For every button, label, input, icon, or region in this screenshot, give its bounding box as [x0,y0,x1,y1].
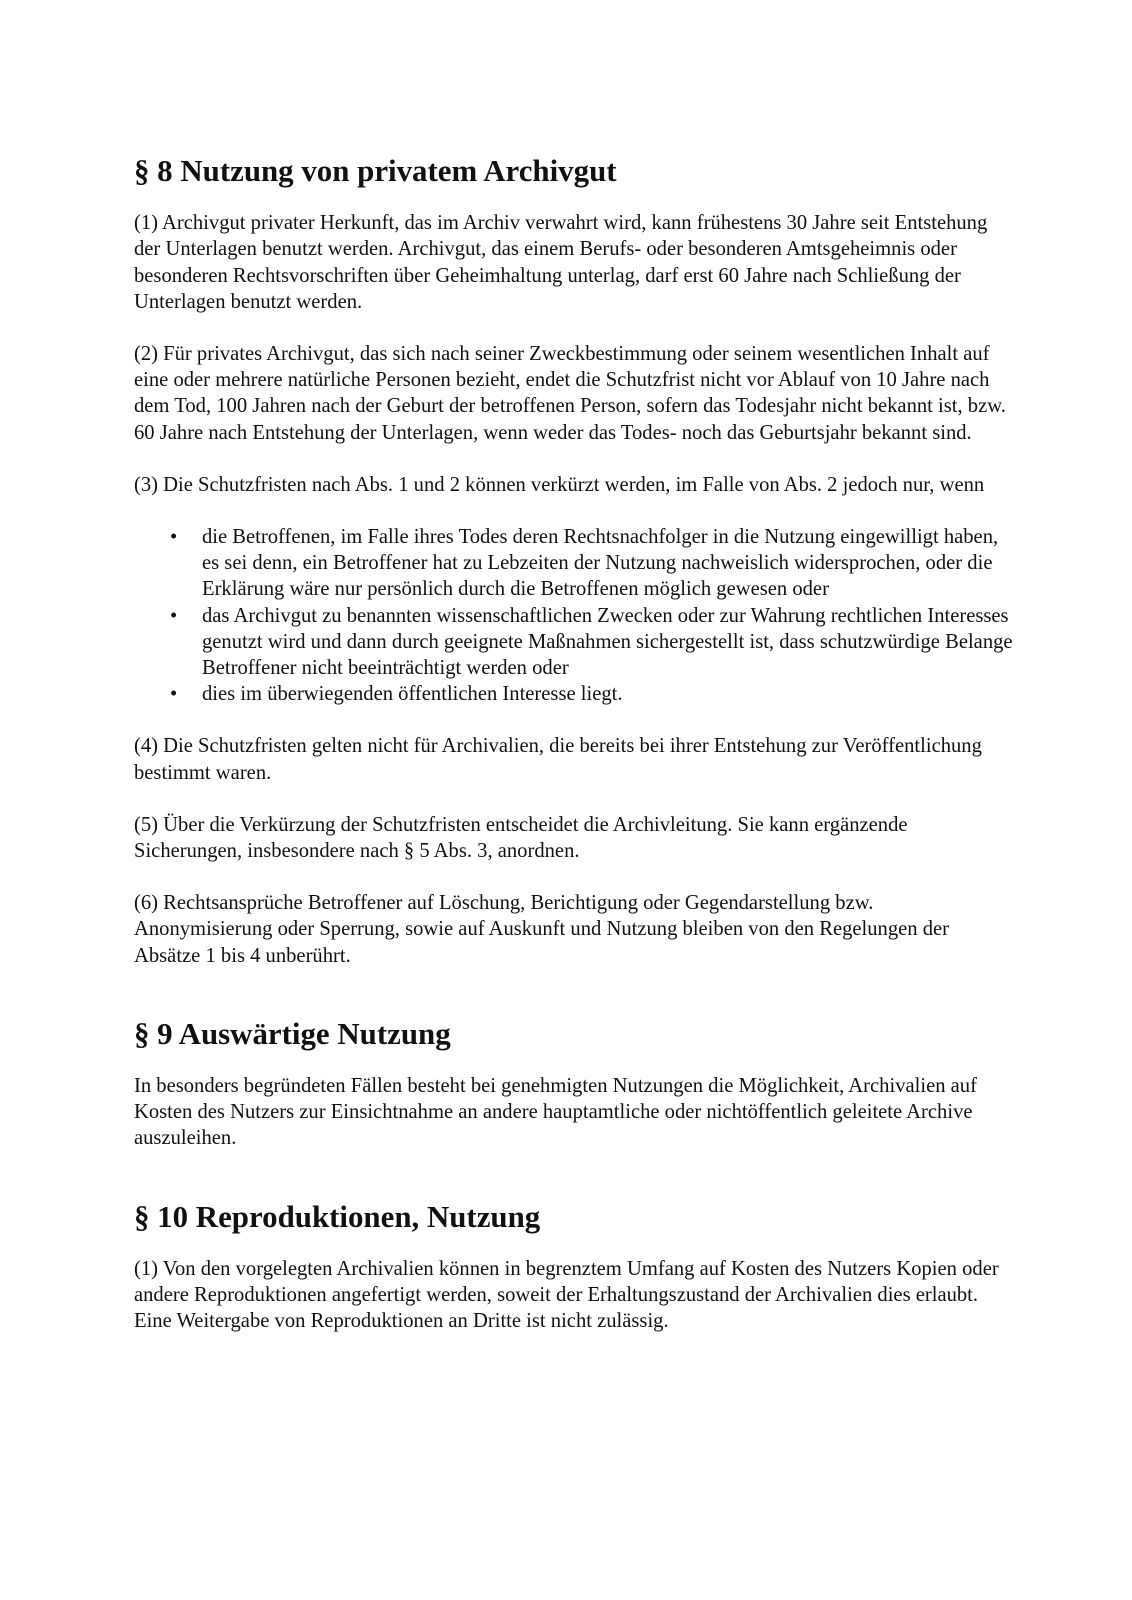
section-9-heading: § 9 Auswärtige Nutzung [134,1015,451,1051]
list-item-text: die Betroffenen, im Falle ihres Todes deren Rechtsnachfolger in die Nutzung eingewilligt haben, es sei denn, ein Betroffener hat zu Lebzeiten der Nutzung nachweislich widersprochen, oder die Erklärung wäre nur persönlich durch die Betroffenen möglich gewesen oder [202,526,999,601]
section-10-paragraph-1: (1) Von den vorgelegten Archivalien können in begrenztem Umfang auf Kosten des Nutzers Kopien oder andere Reproduktionen angefertigt werden, soweit der Erhaltungszustand der Archivalien dies erlaubt. Eine Weitergabe von Reproduktionen an Dritte ist nicht zulässig. [134,1257,999,1333]
section-8-paragraph-4: (4) Die Schutzfristen gelten nicht für Archivalien, die bereits bei ihrer Entstehung zur Veröffentlichung bestimmt waren. [134,735,982,784]
section-8-paragraph-1: (1) Archivgut privater Herkunft, das im Archiv verwahrt wird, kann frühestens 30 Jahre seit Entstehung der Unterlagen benutzt werden. Archivgut, das einem Berufs- oder besonderen Amtsgeheimnis oder besonderen Rechtsvorschriften über Geheimhaltung unterlag, darf erst 60 Jahre nach Schließung der Unterlagen benutzt werden. [134,212,988,313]
section-8-bullet-list [134,524,1014,707]
list-item-text: das Archivgut zu benannten wissenschaftlichen Zwecken oder zur Wahrung rechtlichen Interesses genutzt wird und dann durch geeignete Maßnahmen sichergestellt ist, dass schutzwürdige Belange Betroffener nicht beeinträchtigt werden oder [202,604,1013,680]
list-item [134,524,1014,603]
section-8-paragraph-6: (6) Rechtsansprüche Betroffener auf Löschung, Berichtigung oder Gegendarstellung bzw. Anonymisierung oder Sperrung, sowie auf Auskunft und Nutzung bleiben von den Regelungen der Absätze 1 bis 4 unberührt. [134,892,950,967]
bullet-icon: • [170,604,178,627]
list-item-text: dies im überwiegenden öffentlichen Interesse liegt. [202,683,623,706]
bullet-icon: • [170,526,178,549]
section-8-paragraph-2: (2) Für privates Archivgut, das sich nach seiner Zweckbestimmung oder seinem wesentlichen Inhalt auf eine oder mehrere natürliche Personen bezieht, endet die Schutzfrist nicht vor Ablauf von 10 Jahre nach dem Tod, 100 Jahren nach der Geburt der betroffenen Person, sofern das Todesjahr nicht bekannt ist, bzw. 60 Jahre nach Entstehung der Unterlagen, wenn weder das Todes- noch das Geburtsjahr bekannt sind. [134,343,1006,444]
section-8-paragraph-3: (3) Die Schutzfristen nach Abs. 1 und 2 können verkürzt werden, im Falle von Abs. 2 jedoch nur, wenn [134,473,985,496]
section-9-paragraph-1: In besonders begründeten Fällen besteht bei genehmigten Nutzungen die Möglichkeit, Archivalien auf Kosten des Nutzers zur Einsichtnahme an andere hauptamtliche oder nichtöffentlich geleitete Archive auszuleihen. [134,1075,977,1150]
bullet-icon: • [170,683,178,706]
list-item [134,681,1014,707]
document-page [134,153,1014,1335]
section-10-heading: § 10 Reproduktionen, Nutzung [134,1198,541,1234]
section-8-heading: § 8 Nutzung von privatem Archivgut [134,153,617,188]
section-8-paragraph-5: (5) Über die Verkürzung der Schutzfristen entscheidet die Archivleitung. Sie kann ergänzende Sicherungen, insbesondere nach § 5 Abs. 3, anordnen. [134,813,908,863]
list-item [134,603,1014,682]
